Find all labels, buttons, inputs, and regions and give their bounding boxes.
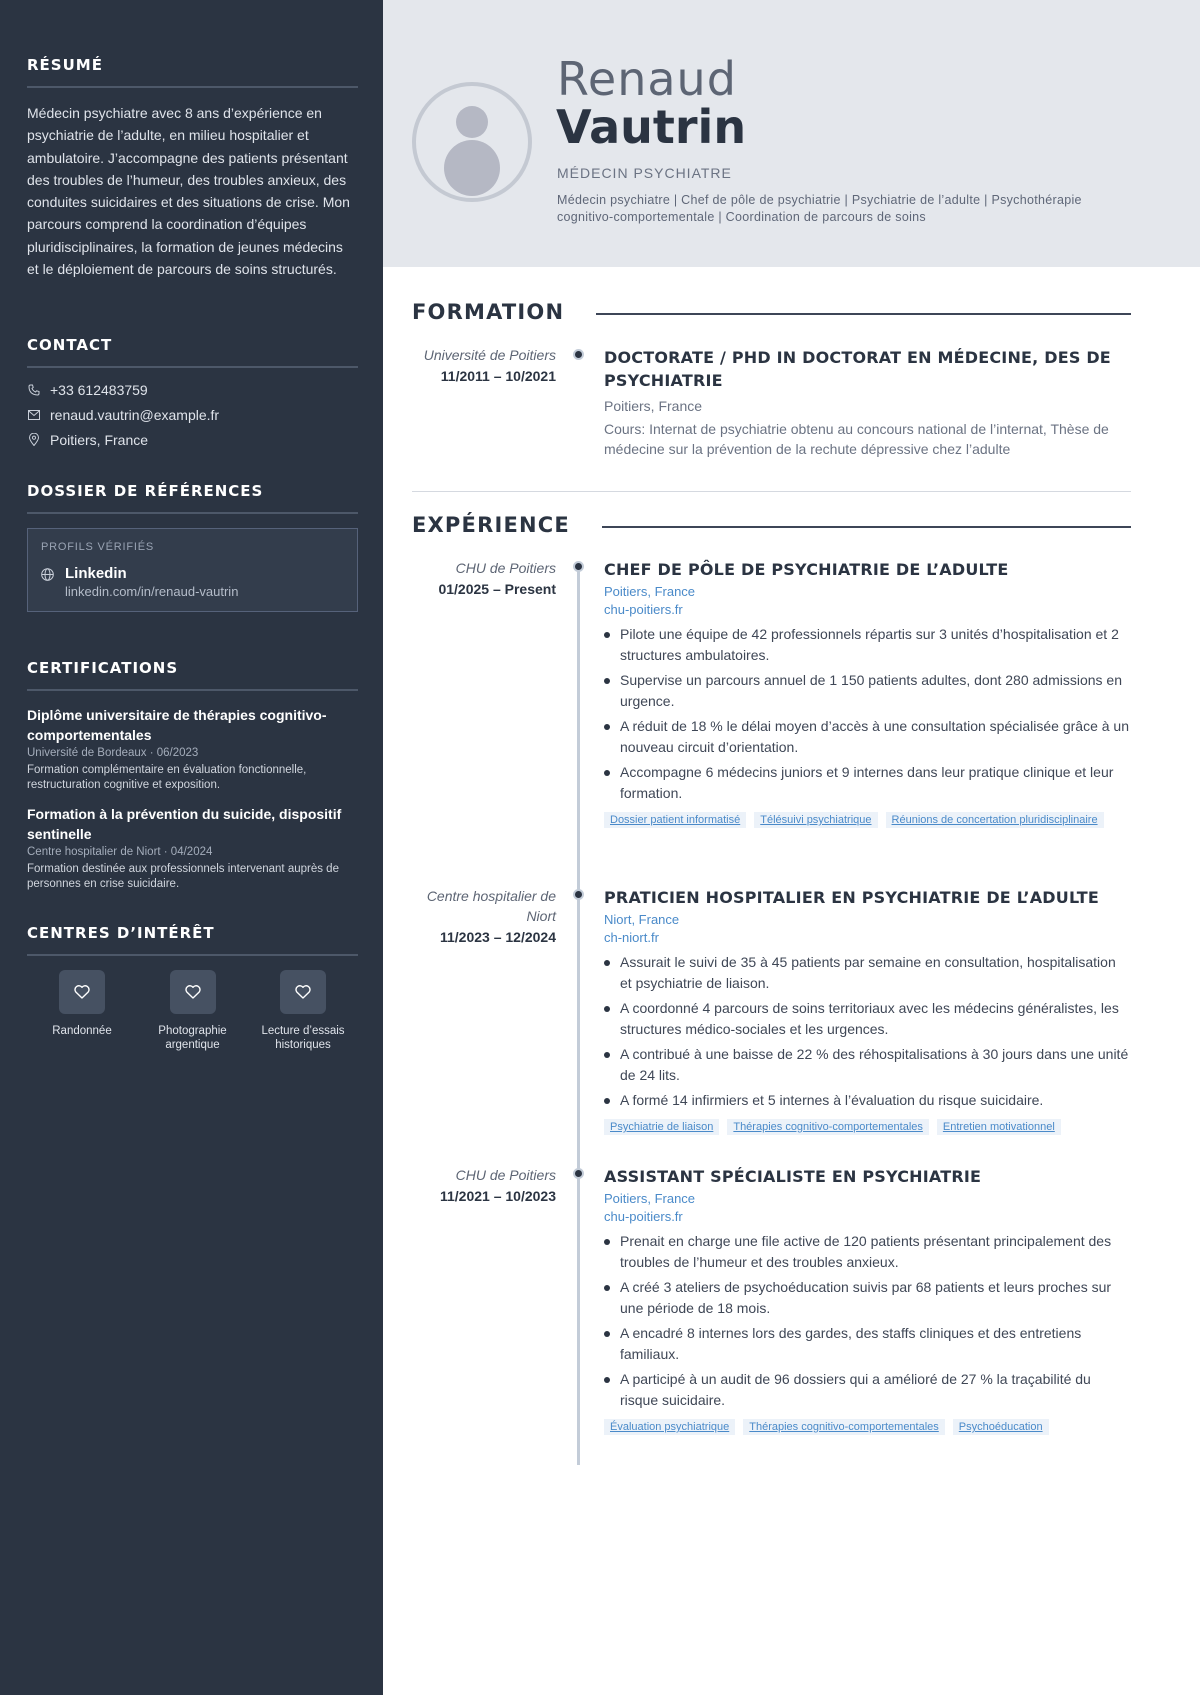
contact-phone-text: +33 612483759 [50, 381, 148, 398]
interest-label: Lecture d’essais historiques [261, 1025, 345, 1051]
contact-section [27, 336, 358, 452]
education-entry [604, 346, 1131, 459]
experience-bullets [604, 952, 1131, 1111]
skill-tags [604, 812, 1131, 838]
education-location: Poitiers, France [604, 398, 703, 414]
skill-tag[interactable]: Télésuivi psychiatrique [754, 812, 877, 828]
contact-phone[interactable] [27, 377, 358, 402]
interests-heading: CENTRES D’INTÉRÊT [27, 924, 358, 956]
certifications-heading: CERTIFICATIONS [27, 659, 358, 691]
profile-header [383, 0, 1200, 267]
bullet-item: Prenait en charge une file active de 120 patients présentant principalement des troubles de l’humeur et des troubles anxieux. [604, 1231, 1131, 1273]
bullet-item: A encadré 8 internes lors des gardes, des staffs cliniques et des entretiens familiaux. [604, 1323, 1131, 1365]
experience-title: PRATICIEN HOSPITALIER EN PSYCHIATRIE DE L’ADULTE [604, 888, 1099, 907]
experience-bullets [604, 1231, 1131, 1411]
skill-tag[interactable]: Réunions de concertation pluridisciplinaire [886, 812, 1104, 828]
timeline-dot [573, 561, 584, 572]
contact-location [27, 427, 358, 452]
education-org: Université de Poitiers [423, 347, 556, 363]
skill-tag[interactable]: Thérapies cognitivo-comportementales [743, 1419, 945, 1435]
bullet-item: A formé 14 infirmiers et 5 internes à l’évaluation du risque suicidaire. [604, 1090, 1131, 1111]
education-heading: FORMATION [412, 300, 565, 324]
education-title: DOCTORATE / PHD IN DOCTORAT EN MÉDECINE, DES DE PSYCHIATRIE [604, 348, 1111, 390]
sidebar [0, 0, 383, 1695]
experience-location: Poitiers, France [604, 584, 696, 599]
resume-section [27, 56, 358, 280]
experience-bullets [604, 624, 1131, 804]
certification-meta: Université de Bordeaux · 06/2023 [27, 747, 199, 759]
bullet-item: A contribué à une baisse de 22 % des réhospitalisations à 30 jours dans une unité de 24 lits. [604, 1044, 1131, 1086]
experience-heading: EXPÉRIENCE [412, 513, 570, 537]
reference-url[interactable]: linkedin.com/in/renaud-vautrin [65, 584, 239, 599]
heart-icon [59, 970, 105, 1014]
references-section [27, 482, 358, 612]
experience-dates: 01/2025 – Present [438, 581, 556, 597]
bullet-item: Assurait le suivi de 35 à 45 patients par semaine en consultation, hospitalisation et psychiatrie de liaison. [604, 952, 1131, 994]
experience-title: ASSISTANT SPÉCIALISTE EN PSYCHIATRIE [604, 1167, 982, 1186]
heart-icon [280, 970, 326, 1014]
mail-icon [27, 408, 41, 422]
certification-name: Formation à la prévention du suicide, dispositif sentinelle [27, 806, 342, 842]
bullet-item: Pilote une équipe de 42 professionnels répartis sur 3 unités d’hospitalisation et 2 structures ambulatoires. [604, 624, 1131, 666]
skill-tag[interactable]: Psychoéducation [953, 1419, 1049, 1435]
resume-heading: RÉSUMÉ [27, 56, 358, 88]
certification-meta: Centre hospitalier de Niort · 04/2024 [27, 846, 213, 858]
globe-icon [41, 568, 55, 582]
experience-org: CHU de Poitiers [455, 560, 556, 576]
resume-text: Médecin psychiatre avec 8 ans d’expérience en psychiatrie de l’adulte, en milieu hospitalier et ambulatoire. J’accompagne des patients présentant des troubles de l’humeur, des troubles anxieux, des conduites suicidaires et des situations de crise. Mon parcours comprend la coordination d’équipes pluridisciplinaires, la formation de jeunes médecins et le déploiement de parcours de soins structurés. [27, 105, 350, 278]
education-rule [596, 313, 1131, 315]
timeline-dot [573, 349, 584, 360]
first-name: Renaud [557, 52, 737, 106]
bullet-item: Supervise un parcours annuel de 1 150 patients adultes, dont 280 admissions en urgence. [604, 670, 1131, 712]
last-name: Vautrin [556, 100, 747, 154]
contact-heading: CONTACT [27, 336, 358, 368]
interest-item [27, 970, 137, 1052]
experience-entry [604, 1165, 1131, 1445]
contact-email[interactable] [27, 402, 358, 427]
experience-entry [604, 558, 1131, 838]
reference-linkedin[interactable] [41, 565, 344, 599]
experience-link[interactable]: chu-poitiers.fr [604, 602, 683, 617]
phone-icon [27, 383, 41, 397]
experience-dates: 11/2023 – 12/2024 [439, 929, 556, 945]
experience-location: Poitiers, France [604, 1191, 696, 1206]
references-heading: DOSSIER DE RÉFÉRENCES [27, 482, 358, 514]
tagline: Médecin psychiatre | Chef de pôle de psychiatrie | Psychiatrie de l’adulte | Psychothérapie cognitivo-comportementale | Coordination de parcours de soins [557, 193, 1082, 224]
certification-desc: Formation destinée aux professionnels intervenant auprès de personnes en crise suicidaire. [27, 863, 339, 890]
skill-tags [604, 1119, 1131, 1145]
certification-item [27, 706, 358, 793]
contact-email-text: renaud.vautrin@example.fr [50, 406, 220, 423]
references-kicker: PROFILS VÉRIFIÉS [41, 541, 155, 553]
skill-tag[interactable]: Entretien motivationnel [937, 1119, 1061, 1135]
section-divider [412, 491, 1131, 492]
experience-link[interactable]: ch-niort.fr [604, 930, 659, 945]
bullet-item: A réduit de 18 % le délai moyen d’accès à une consultation spécialisée grâce à un nouveau circuit d’orientation. [604, 716, 1131, 758]
reference-name: Linkedin [65, 565, 127, 582]
avatar [412, 82, 532, 202]
bullet-item: Accompagne 6 médecins juniors et 9 internes dans leur pratique clinique et leur formation. [604, 762, 1131, 804]
experience-rule [602, 526, 1131, 528]
timeline-dot [573, 1168, 584, 1179]
bullet-item: A coordonné 4 parcours de soins territoriaux avec les médecins généralistes, les structures médico-sociales et les urgences. [604, 998, 1131, 1040]
education-dates: 11/2011 – 10/2021 [440, 368, 556, 384]
experience-meta [412, 1165, 556, 1204]
education-meta [412, 345, 556, 384]
interest-label: Randonnée [52, 1025, 112, 1037]
bullet-item: A créé 3 ateliers de psychoéducation suivis par 68 patients et leurs proches sur une période de 18 mois. [604, 1277, 1131, 1319]
experience-link[interactable]: chu-poitiers.fr [604, 1209, 683, 1224]
location-pin-icon [27, 433, 41, 447]
experience-meta [412, 558, 556, 597]
timeline-dot [573, 889, 584, 900]
interest-label: Photographie argentique [158, 1025, 227, 1051]
interest-item [248, 970, 358, 1052]
experience-entry [604, 886, 1131, 1145]
interests-section [27, 924, 358, 1052]
skill-tag[interactable]: Évaluation psychiatrique [604, 1419, 735, 1435]
experience-meta [412, 886, 556, 945]
experience-location: Niort, France [604, 912, 680, 927]
skill-tags [604, 1419, 1131, 1445]
user-silhouette-icon [416, 86, 528, 198]
experience-org: Centre hospitalier de Niort [426, 888, 556, 924]
heart-icon [170, 970, 216, 1014]
certification-desc: Formation complémentaire en évaluation fonctionnelle, restructuration cognitive et exposition. [27, 764, 307, 791]
certification-item [27, 805, 358, 892]
interest-item [138, 970, 248, 1052]
skill-tag[interactable]: Dossier patient informatisé [604, 812, 746, 828]
bullet-item: A participé à un audit de 96 dossiers qui a amélioré de 27 % la traçabilité du risque suicidaire. [604, 1369, 1131, 1411]
skill-tag[interactable]: Psychiatrie de liaison [604, 1119, 719, 1135]
certification-name: Diplôme universitaire de thérapies cognitivo-comportementales [27, 707, 327, 743]
skill-tag[interactable]: Thérapies cognitivo-comportementales [727, 1119, 929, 1135]
references-box [27, 528, 358, 612]
contact-location-text: Poitiers, France [50, 431, 149, 448]
experience-timeline [577, 563, 580, 1465]
job-title: MÉDECIN PSYCHIATRE [557, 165, 732, 181]
education-desc: Cours: Internat de psychiatrie obtenu au concours national de l’internat, Thèse de médecine sur la prévention de la rechute dépressive chez l’adulte [604, 421, 1109, 457]
experience-dates: 11/2021 – 10/2023 [439, 1188, 556, 1204]
experience-title: CHEF DE PÔLE DE PSYCHIATRIE DE L’ADULTE [604, 560, 1009, 579]
certifications-section [27, 659, 358, 892]
experience-org: CHU de Poitiers [455, 1167, 556, 1183]
